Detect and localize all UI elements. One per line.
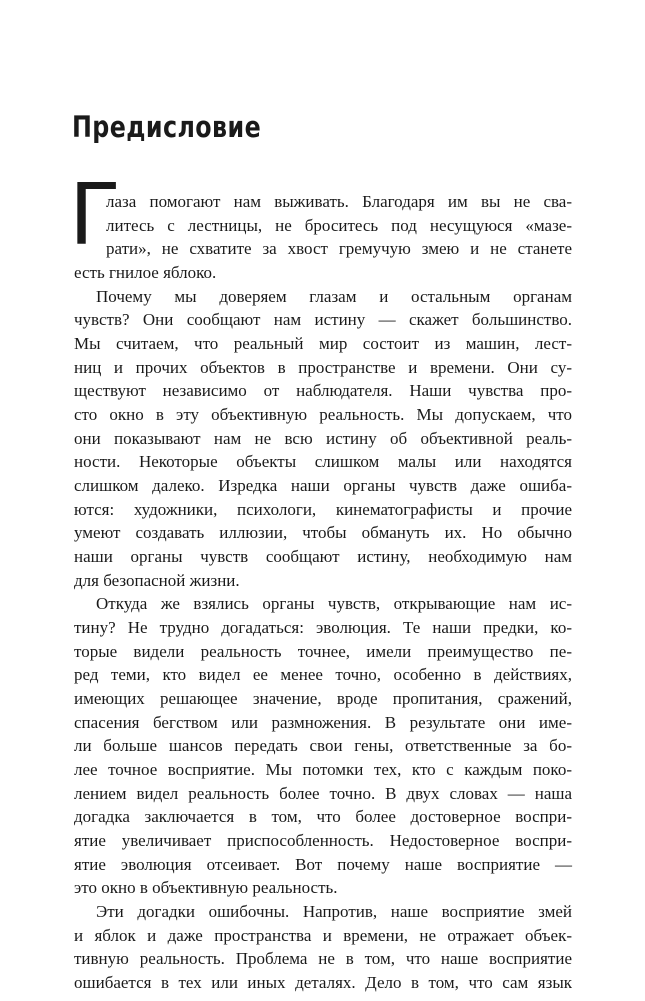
text-line: ятие эволюция отсеивает. Вот почему наше восприятие — bbox=[74, 854, 572, 874]
text-line: рати», не схватите за хвост гремучую змею и не станете bbox=[106, 239, 572, 259]
text-line: литесь с лестницы, не броситесь под несущуюся «мазе- bbox=[106, 215, 572, 235]
text-line: ятие увеличивает приспособленность. Недостоверное воспри- bbox=[74, 831, 572, 850]
text-line: умеют создавать иллюзии, чтобы обмануть их. Но обычно bbox=[74, 523, 572, 543]
text-line: для безопасной жизни. bbox=[74, 570, 240, 590]
text-line: ниц и прочих объектов в пространстве и времени. Они су- bbox=[74, 357, 572, 377]
text-line: ществуют независимо от наблюдателя. Наши чувства про- bbox=[74, 381, 572, 401]
text-line: ошибается в тех или иных деталях. Дело в том, что сам язык bbox=[74, 973, 572, 992]
drop-cap-letter: Г bbox=[69, 166, 121, 265]
text-line: лее точное восприятие. Мы потомки тех, кто с каждым поко- bbox=[74, 760, 572, 779]
text-line: они показывают нам не всю истину об объективной реаль- bbox=[74, 428, 572, 448]
text-line: тину? Не трудно догадаться: эволюция. Те наши предки, ко- bbox=[74, 618, 572, 637]
text-line: ли больше шансов передать свои гены, ответственные за бо- bbox=[74, 736, 572, 756]
text-line: лением видел реальность более точно. В двух словах — наша bbox=[74, 783, 572, 803]
text-line: ности. Некоторые объекты слишком малы или находятся bbox=[74, 452, 572, 472]
text-line: это окно в объективную реальность. bbox=[74, 878, 338, 898]
text-line: Мы считаем, что реальный мир состоит из машин, лест- bbox=[74, 334, 572, 353]
text-line: есть гнилое яблоко. bbox=[74, 263, 217, 282]
text-line: слишком далеко. Изредка наши органы чувств даже ошиба- bbox=[74, 476, 572, 495]
chapter-heading: Предисловие bbox=[72, 110, 262, 144]
text-line: спасения бегством или размножения. В результате они име- bbox=[74, 712, 572, 732]
text-line: чувств? Они сообщают нам истину — скажет большинство. bbox=[74, 310, 572, 330]
text-line: догадка заключается в том, что более достоверное воспри- bbox=[74, 807, 572, 827]
text-line: тивную реальность. Проблема не в том, что наше восприятие bbox=[74, 949, 572, 969]
text-line: Эти догадки ошибочны. Напротив, наше восприятие змей bbox=[96, 902, 572, 921]
text-line: лаза помогают нам выживать. Благодаря им вы не сва- bbox=[106, 192, 572, 211]
text-line: имеющих решающее значение, вроде пропитания, сражений, bbox=[74, 689, 572, 708]
text-line: торые видели реальность точнее, имели преимущество пе- bbox=[74, 641, 572, 661]
text-line: наши органы чувств сообщают истину, необходимую нам bbox=[74, 547, 572, 566]
text-line: и яблок и даже пространства и времени, не отражает объек- bbox=[74, 925, 572, 945]
text-line: сто окно в эту объективную реальность. Мы допускаем, что bbox=[74, 405, 572, 424]
text-line: Откуда же взялись органы чувств, открывающие нам ис- bbox=[96, 594, 572, 614]
text-line: ред теми, кто видел ее менее точно, особенно в действиях, bbox=[74, 665, 572, 685]
text-line: Почему мы доверяем глазам и остальным органам bbox=[96, 286, 572, 306]
text-line: ются: художники, психологи, кинематографисты и прочие bbox=[74, 499, 572, 519]
